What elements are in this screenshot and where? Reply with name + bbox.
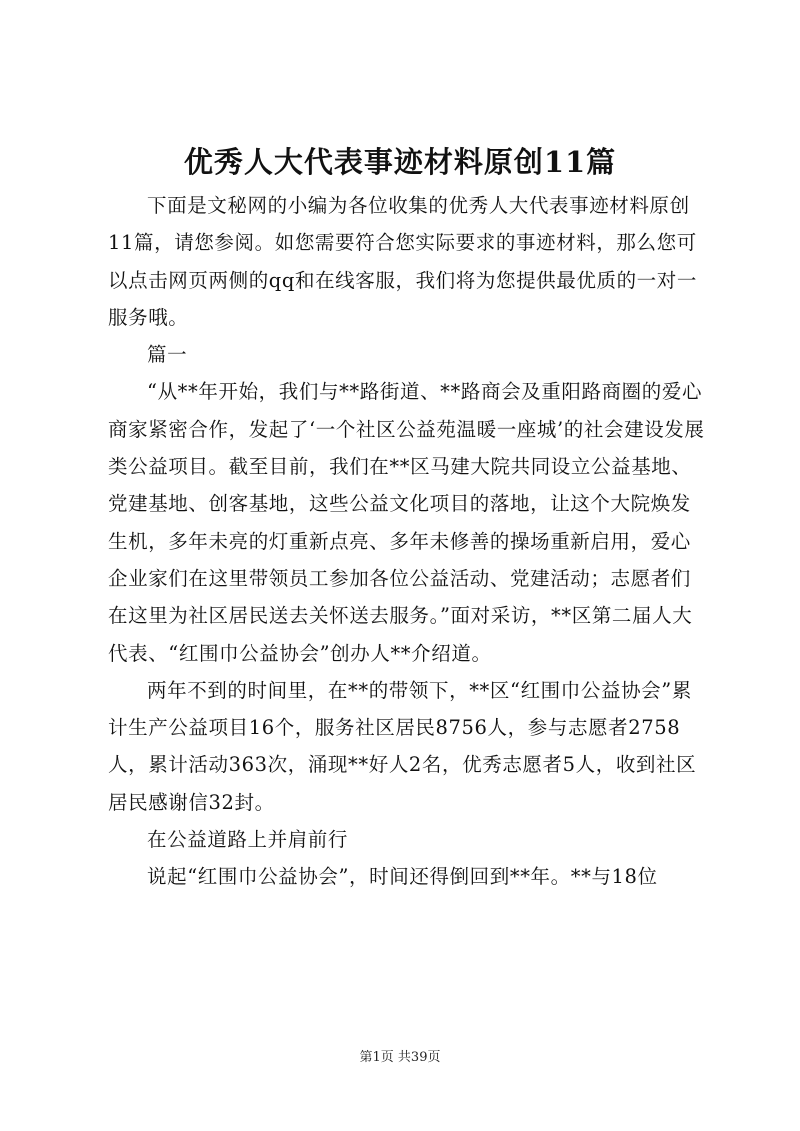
section-heading-part-one: 篇一 [147, 343, 188, 367]
paragraph-quote: “从**年开始，我们与**路街道、**路商会及重阳路商圈的爱心商家紧密合作，发起了‘一个社区公益苑温暖一座城’的社会建设发展类公益项目。截至目前，我们在**区马建大院共同设立公益基地、党建基地、创客基地，这些公益文化项目的落地，让这个大院焕发生机，多年未亮的灯重新点亮、多年未修善的操场重新启用，爱心企业家们在这里带领员工参加各位公益活动、党建活动；志愿者们在这里为社区居民送去关怀送去服务。”面对采访，**区第二届人大代表、“红围巾公益协会”创办人**介绍道。 [108, 380, 705, 665]
paragraph-statistics: 两年不到的时间里，在**的带领下，**区“红围巾公益协会”累计生产公益项目16个，服务社区居民8756人，参与志愿者2758人，累计活动363次，涌现**好人2名，优秀志愿者5人，收到社区居民感谢信32封。 [108, 678, 697, 814]
page-number-footer: 第1页 共39页 [359, 1050, 441, 1065]
section-subheading: 在公益道路上并肩前行 [147, 828, 349, 852]
paragraph-intro: 下面是文秘网的小编为各位收集的优秀人大代表事迹材料原创11篇，请您参阅。如您需要符合您实际要求的事迹材料，那么您可以点击网页两侧的qq和在线客服，我们将为您提供最优质的一对一服务哦。 [108, 194, 697, 329]
paragraph-history: 说起“红围巾公益协会”，时间还得倒回到**年。**与18位 [147, 865, 658, 889]
document-body [108, 187, 708, 896]
document-title: 优秀人大代表事迹材料原创11篇 [183, 145, 617, 179]
